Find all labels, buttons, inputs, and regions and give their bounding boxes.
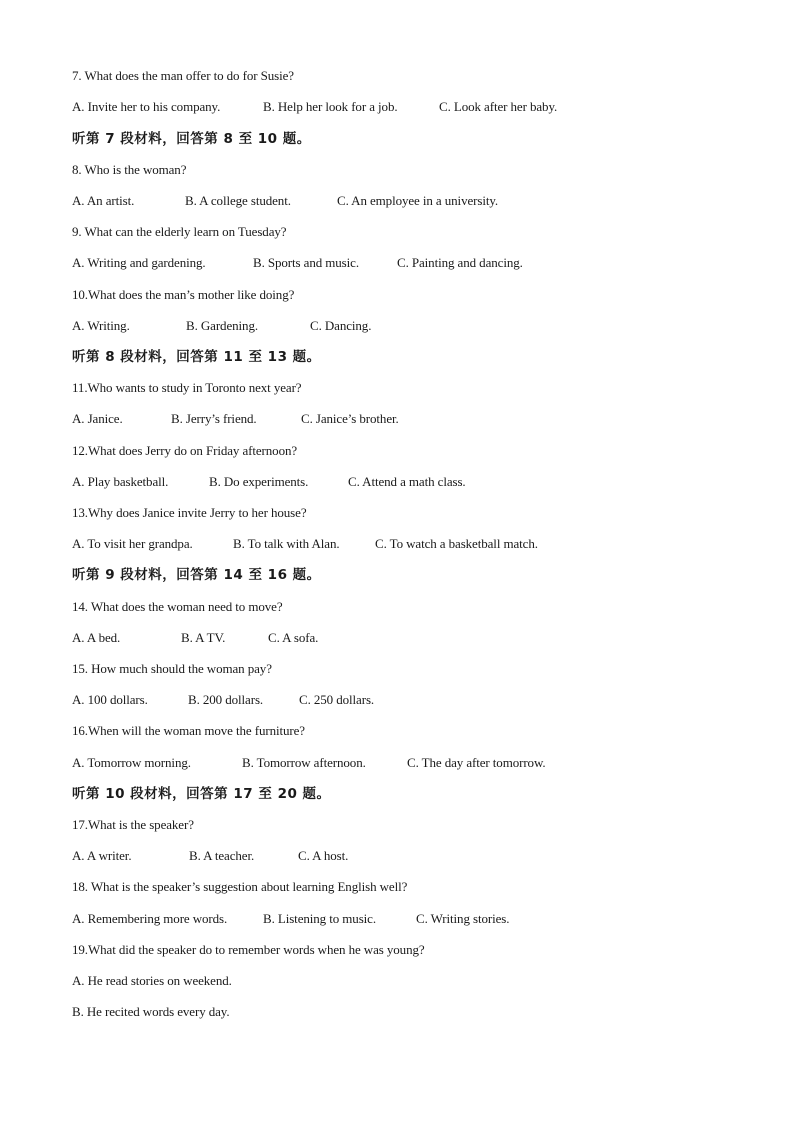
option-18-c: C. Writing stories. [416, 911, 510, 926]
option-12-b: B. Do experiments. [209, 474, 309, 489]
option-9-c: C. Painting and dancing. [397, 255, 523, 270]
option-11-a: A. Janice. [72, 411, 123, 426]
option-7-c: C. Look after her baby. [439, 99, 558, 114]
option-8-c: C. An employee in a university. [337, 193, 499, 208]
option-13-b: B. To talk with Alan. [233, 536, 340, 551]
option-18-b: B. Listening to music. [263, 911, 376, 926]
question-14: 14. What does the woman need to move? [72, 599, 283, 614]
section-heading-8: 听第 8 段材料，回答第 11 至 13 题。 [72, 349, 321, 365]
question-18: 18. What is the speaker’s suggestion about learning English well? [72, 879, 408, 894]
option-8-a: A. An artist. [72, 193, 135, 208]
question-19: 19.What did the speaker do to remember words when he was young? [72, 942, 425, 957]
question-15: 15. How much should the woman pay? [72, 661, 272, 676]
option-13-a: A. To visit her grandpa. [72, 536, 193, 551]
option-12-a: A. Play basketball. [72, 474, 169, 489]
section-heading-7: 听第 7 段材料，回答第 8 至 10 题。 [72, 131, 311, 147]
question-7: 7. What does the man offer to do for Susie? [72, 68, 294, 83]
option-9-a: A. Writing and gardening. [72, 255, 206, 270]
option-10-a: A. Writing. [72, 318, 130, 333]
option-16-b: B. Tomorrow afternoon. [242, 755, 366, 770]
option-12-c: C. Attend a math class. [348, 474, 466, 489]
option-16-c: C. The day after tomorrow. [407, 755, 546, 770]
question-10: 10.What does the man’s mother like doing? [72, 287, 295, 302]
option-19-b: B. He recited words every day. [72, 1004, 230, 1019]
option-17-a: A. A writer. [72, 848, 132, 863]
question-8: 8. Who is the woman? [72, 162, 187, 177]
option-16-a: A. Tomorrow morning. [72, 755, 191, 770]
option-7-b: B. Help her look for a job. [263, 99, 398, 114]
option-14-a: A. A bed. [72, 630, 121, 645]
option-8-b: B. A college student. [185, 193, 291, 208]
option-13-c: C. To watch a basketball match. [375, 536, 538, 551]
option-14-c: C. A sofa. [268, 630, 319, 645]
option-17-c: C. A host. [298, 848, 349, 863]
option-11-c: C. Janice’s brother. [301, 411, 399, 426]
option-11-b: B. Jerry’s friend. [171, 411, 257, 426]
option-14-b: B. A TV. [181, 630, 226, 645]
question-9: 9. What can the elderly learn on Tuesday? [72, 224, 287, 239]
option-15-c: C. 250 dollars. [299, 692, 375, 707]
question-11: 11.Who wants to study in Toronto next year? [72, 380, 302, 395]
option-10-c: C. Dancing. [310, 318, 372, 333]
option-15-a: A. 100 dollars. [72, 692, 148, 707]
question-12: 12.What does Jerry do on Friday afternoon? [72, 443, 298, 458]
option-7-a: A. Invite her to his company. [72, 99, 221, 114]
question-17: 17.What is the speaker? [72, 817, 194, 832]
option-17-b: B. A teacher. [189, 848, 255, 863]
question-16: 16.When will the woman move the furniture? [72, 723, 305, 738]
option-9-b: B. Sports and music. [253, 255, 359, 270]
section-heading-9: 听第 9 段材料，回答第 14 至 16 题。 [72, 567, 321, 583]
option-19-a: A. He read stories on weekend. [72, 973, 232, 988]
option-18-a: A. Remembering more words. [72, 911, 228, 926]
question-13: 13.Why does Janice invite Jerry to her house? [72, 505, 307, 520]
option-10-b: B. Gardening. [186, 318, 258, 333]
option-15-b: B. 200 dollars. [188, 692, 264, 707]
section-heading-10: 听第 10 段材料，回答第 17 至 20 题。 [72, 786, 331, 802]
